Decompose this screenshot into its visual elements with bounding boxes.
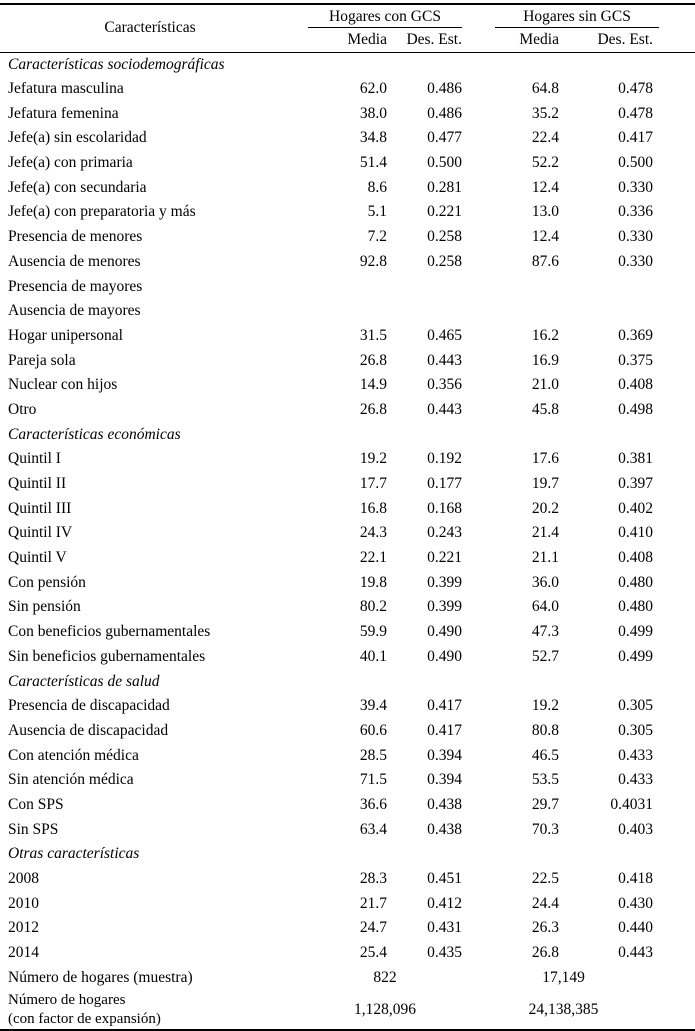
row-label: Jefatura masculina (8, 80, 124, 98)
cell-desest-sin-gcs: 0.381 (618, 450, 654, 468)
table-row (0, 447, 695, 472)
column-header-desest-con-gcs: Des. Est. (395, 28, 470, 52)
row-label: Hogar unipersonal (8, 326, 123, 344)
row-label: Nuclear con hijos (8, 376, 118, 394)
cell-desest-sin-gcs: 0.403 (618, 820, 654, 838)
section-row (0, 52, 695, 77)
summary-value-sin-gcs: 17,149 (542, 968, 585, 986)
cell-desest-con-gcs: 0.394 (427, 746, 462, 764)
table-row (0, 250, 695, 275)
cell-desest-con-gcs: 0.465 (427, 326, 462, 344)
cell-desest-sin-gcs: 0.478 (618, 104, 654, 122)
cell-media-sin-gcs: 22.5 (531, 870, 559, 888)
cell-desest-con-gcs: 0.412 (427, 894, 462, 912)
cell-desest-con-gcs: 0.477 (427, 129, 462, 147)
cell-media-con-gcs: 19.8 (359, 573, 387, 591)
row-label: Sin beneficios gubernamentales (8, 647, 206, 665)
table-row (0, 941, 695, 966)
cell-media-sin-gcs: 52.2 (531, 154, 559, 172)
cell-desest-sin-gcs: 0.499 (618, 647, 654, 665)
row-label: 2014 (8, 944, 39, 962)
cell-desest-con-gcs: 0.281 (427, 178, 462, 196)
table-row (0, 126, 695, 151)
cell-desest-sin-gcs: 0.417 (618, 129, 654, 147)
table-row (0, 743, 695, 768)
table-body (0, 52, 695, 1030)
cell-desest-con-gcs: 0.431 (427, 919, 462, 937)
table-row (0, 472, 695, 497)
cell-media-sin-gcs: 13.0 (531, 203, 559, 221)
cell-desest-sin-gcs: 0.4031 (610, 795, 654, 813)
cell-desest-con-gcs: 0.221 (427, 203, 462, 221)
cell-desest-sin-gcs: 0.443 (618, 944, 654, 962)
cell-media-sin-gcs (470, 299, 567, 324)
cell-media-con-gcs: 92.8 (359, 252, 387, 270)
cell-media-con-gcs: 16.8 (359, 499, 387, 517)
section-row (0, 842, 695, 867)
table-row (0, 324, 695, 349)
table-row (0, 694, 695, 719)
row-label: Presencia de mayores (8, 277, 143, 295)
column-header-media-sin-gcs: Media (470, 28, 567, 52)
cell-desest-con-gcs: 0.451 (427, 870, 462, 888)
cell-media-con-gcs: 5.1 (367, 203, 387, 221)
row-label: Con beneficios gubernamentales (8, 623, 211, 641)
cell-desest-sin-gcs: 0.440 (618, 919, 654, 937)
table-row (0, 595, 695, 620)
cell-media-con-gcs: 28.3 (359, 870, 387, 888)
cell-media-sin-gcs: 21.0 (531, 376, 559, 394)
summary-row (0, 965, 695, 990)
cell-media-sin-gcs: 21.4 (531, 524, 559, 542)
cell-media-sin-gcs: 16.9 (531, 351, 559, 369)
cell-desest-con-gcs: 0.192 (427, 450, 462, 468)
cell-media-sin-gcs: 21.1 (531, 549, 559, 567)
row-label: Ausencia de mayores (8, 302, 141, 320)
cell-media-con-gcs: 71.5 (359, 771, 387, 789)
cell-desest-con-gcs: 0.490 (427, 623, 462, 641)
cell-desest-sin-gcs: 0.480 (618, 573, 654, 591)
cell-desest-con-gcs: 0.399 (427, 573, 462, 591)
row-label: Ausencia de menores (8, 252, 141, 270)
cell-media-con-gcs (300, 274, 395, 299)
cell-desest-con-gcs: 0.417 (427, 697, 462, 715)
cell-media-sin-gcs: 29.7 (531, 795, 559, 813)
cell-media-con-gcs: 21.7 (359, 894, 387, 912)
table-row (0, 373, 695, 398)
table-row (0, 768, 695, 793)
row-label: Otro (8, 400, 37, 418)
cell-media-sin-gcs: 26.3 (531, 919, 559, 937)
summary-label: Número de hogares (con factor de expansión) (8, 991, 161, 1027)
row-label: Sin atención médica (8, 771, 134, 789)
cell-media-sin-gcs: 45.8 (531, 400, 559, 418)
row-label: Sin pensión (8, 598, 81, 616)
cell-media-sin-gcs: 70.3 (531, 820, 559, 838)
cell-media-sin-gcs: 16.2 (531, 326, 559, 344)
cell-media-sin-gcs: 12.4 (531, 178, 559, 196)
cell-media-sin-gcs: 19.2 (531, 697, 559, 715)
column-header-desest-sin-gcs: Des. Est. (567, 28, 695, 52)
cell-media-con-gcs: 40.1 (359, 647, 387, 665)
cell-desest-sin-gcs: 0.330 (618, 252, 654, 270)
column-group-hogares-con-gcs (300, 4, 470, 28)
table-row (0, 496, 695, 521)
group-header-row (0, 4, 695, 28)
table-row (0, 867, 695, 892)
cell-desest-sin-gcs: 0.499 (618, 623, 654, 641)
table-header (0, 4, 695, 52)
cell-desest-sin-gcs: 0.305 (618, 721, 654, 739)
cell-media-con-gcs: 63.4 (359, 820, 387, 838)
cell-media-sin-gcs: 35.2 (531, 104, 559, 122)
group-label-sin-gcs: Hogares sin GCS (495, 8, 659, 28)
row-label: Presencia de menores (8, 228, 143, 246)
cell-media-sin-gcs: 22.4 (531, 129, 559, 147)
cell-media-con-gcs: 26.8 (359, 351, 387, 369)
table-row (0, 200, 695, 225)
table-row (0, 916, 695, 941)
cell-desest-con-gcs: 0.258 (427, 228, 462, 246)
cell-desest-con-gcs: 0.168 (427, 499, 462, 517)
row-label: Quintil II (8, 475, 67, 493)
cell-desest-sin-gcs: 0.500 (618, 154, 654, 172)
group-label-con-gcs: Hogares con GCS (308, 8, 462, 28)
cell-media-sin-gcs: 17.6 (531, 450, 559, 468)
table-row (0, 299, 695, 324)
cell-desest-con-gcs: 0.438 (427, 795, 462, 813)
row-label: Pareja sola (8, 351, 76, 369)
cell-desest-sin-gcs: 0.375 (618, 351, 654, 369)
section-label: Características económicas (8, 425, 181, 443)
row-label: Quintil V (8, 549, 67, 567)
cell-desest-con-gcs: 0.356 (427, 376, 462, 394)
cell-desest-con-gcs: 0.490 (427, 647, 462, 665)
table-row (0, 793, 695, 818)
cell-media-con-gcs: 62.0 (359, 80, 387, 98)
cell-media-sin-gcs: 53.5 (531, 771, 559, 789)
section-row (0, 422, 695, 447)
cell-media-con-gcs: 8.6 (367, 178, 387, 196)
cell-media-sin-gcs: 64.8 (531, 80, 559, 98)
cell-media-con-gcs: 19.2 (359, 450, 387, 468)
cell-desest-con-gcs: 0.417 (427, 721, 462, 739)
table-row (0, 225, 695, 250)
cell-desest-sin-gcs: 0.410 (618, 524, 654, 542)
cell-media-sin-gcs: 19.7 (531, 475, 559, 493)
cell-desest-sin-gcs: 0.480 (618, 598, 654, 616)
column-header-caracteristicas: Características (0, 4, 300, 52)
table-row (0, 570, 695, 595)
table-row (0, 175, 695, 200)
summary-row (0, 990, 695, 1030)
row-label: 2012 (8, 919, 39, 937)
row-label: Jefe(a) con secundaria (8, 178, 147, 196)
cell-desest-con-gcs: 0.243 (427, 524, 462, 542)
cell-media-sin-gcs: 80.8 (531, 721, 559, 739)
cell-desest-sin-gcs: 0.433 (618, 771, 654, 789)
row-label: Jefe(a) con preparatoria y más (8, 203, 196, 221)
statistics-table (0, 3, 695, 1031)
section-row (0, 669, 695, 694)
cell-desest-con-gcs: 0.486 (427, 80, 462, 98)
table-row (0, 151, 695, 176)
cell-desest-sin-gcs: 0.305 (618, 697, 654, 715)
cell-desest-sin-gcs: 0.408 (618, 549, 654, 567)
summary-value-sin-gcs: 24,138,385 (528, 1000, 599, 1018)
row-label: Quintil III (8, 499, 72, 517)
cell-desest-sin-gcs: 0.402 (618, 499, 654, 517)
section-label: Características sociodemográficas (8, 55, 225, 73)
cell-media-sin-gcs: 12.4 (531, 228, 559, 246)
cell-media-con-gcs: 22.1 (359, 549, 387, 567)
table-row (0, 274, 695, 299)
cell-media-con-gcs: 14.9 (359, 376, 387, 394)
cell-media-con-gcs: 28.5 (359, 746, 387, 764)
table-row (0, 521, 695, 546)
cell-desest-sin-gcs: 0.336 (618, 203, 654, 221)
cell-desest-con-gcs: 0.221 (427, 549, 462, 567)
cell-desest-sin-gcs: 0.478 (618, 80, 654, 98)
cell-media-sin-gcs: 47.3 (531, 623, 559, 641)
table-row (0, 620, 695, 645)
cell-desest-con-gcs: 0.438 (427, 820, 462, 838)
cell-desest-con-gcs: 0.443 (427, 351, 462, 369)
cell-desest-sin-gcs (567, 299, 695, 324)
cell-media-sin-gcs: 52.7 (531, 647, 559, 665)
cell-desest-sin-gcs: 0.430 (618, 894, 654, 912)
cell-desest-con-gcs: 0.177 (427, 475, 462, 493)
cell-media-con-gcs: 80.2 (359, 598, 387, 616)
table-row (0, 77, 695, 102)
cell-media-con-gcs: 34.8 (359, 129, 387, 147)
table-row (0, 891, 695, 916)
summary-value-con-gcs: 822 (373, 968, 397, 986)
cell-desest-sin-gcs: 0.369 (618, 326, 654, 344)
cell-desest-sin-gcs: 0.418 (618, 870, 654, 888)
row-label: Jefatura femenina (8, 104, 119, 122)
cell-media-con-gcs: 7.2 (367, 228, 387, 246)
cell-media-sin-gcs: 20.2 (531, 499, 559, 517)
row-label: Sin SPS (8, 820, 59, 838)
cell-media-con-gcs: 31.5 (359, 326, 387, 344)
cell-desest-sin-gcs: 0.397 (618, 475, 654, 493)
cell-media-sin-gcs: 87.6 (531, 252, 559, 270)
cell-media-sin-gcs: 36.0 (531, 573, 559, 591)
row-label: Jefe(a) con primaria (8, 154, 133, 172)
row-label: 2008 (8, 870, 39, 888)
table-row (0, 348, 695, 373)
cell-media-sin-gcs: 26.8 (531, 944, 559, 962)
row-label: 2010 (8, 894, 39, 912)
table-row (0, 101, 695, 126)
summary-label: Número de hogares (muestra) (8, 968, 193, 986)
row-label: Quintil I (8, 450, 61, 468)
cell-media-con-gcs: 36.6 (359, 795, 387, 813)
cell-media-con-gcs: 59.9 (359, 623, 387, 641)
cell-media-con-gcs: 26.8 (359, 400, 387, 418)
cell-desest-sin-gcs: 0.330 (618, 178, 654, 196)
table-row (0, 817, 695, 842)
row-label: Ausencia de discapacidad (8, 721, 169, 739)
column-header-media-con-gcs: Media (300, 28, 395, 52)
table-row (0, 546, 695, 571)
cell-desest-con-gcs (395, 299, 470, 324)
cell-media-con-gcs: 24.7 (359, 919, 387, 937)
row-label: Con pensión (8, 573, 86, 591)
cell-desest-con-gcs: 0.394 (427, 771, 462, 789)
section-label: Características de salud (8, 672, 160, 690)
table-row (0, 719, 695, 744)
cell-media-con-gcs: 17.7 (359, 475, 387, 493)
cell-desest-con-gcs: 0.443 (427, 400, 462, 418)
cell-desest-con-gcs: 0.435 (427, 944, 462, 962)
cell-media-sin-gcs: 24.4 (531, 894, 559, 912)
row-label: Presencia de discapacidad (8, 697, 170, 715)
cell-media-con-gcs: 60.6 (359, 721, 387, 739)
cell-desest-sin-gcs: 0.498 (618, 400, 654, 418)
cell-desest-con-gcs: 0.399 (427, 598, 462, 616)
section-label: Otras características (8, 845, 140, 863)
cell-media-con-gcs: 39.4 (359, 697, 387, 715)
cell-desest-sin-gcs: 0.330 (618, 228, 654, 246)
cell-desest-sin-gcs (567, 274, 695, 299)
column-group-hogares-sin-gcs (470, 4, 695, 28)
cell-media-sin-gcs: 46.5 (531, 746, 559, 764)
table-row (0, 645, 695, 670)
cell-media-con-gcs: 38.0 (359, 104, 387, 122)
cell-media-con-gcs (300, 299, 395, 324)
row-label: Quintil IV (8, 524, 73, 542)
cell-desest-con-gcs (395, 274, 470, 299)
row-label: Con atención médica (8, 746, 139, 764)
cell-media-con-gcs: 25.4 (359, 944, 387, 962)
cell-desest-sin-gcs: 0.433 (618, 746, 654, 764)
table-row (0, 398, 695, 423)
cell-desest-con-gcs: 0.486 (427, 104, 462, 122)
cell-desest-sin-gcs: 0.408 (618, 376, 654, 394)
row-label: Jefe(a) sin escolaridad (8, 129, 147, 147)
cell-media-sin-gcs (470, 274, 567, 299)
cell-media-con-gcs: 24.3 (359, 524, 387, 542)
row-label: Con SPS (8, 795, 64, 813)
cell-desest-con-gcs: 0.500 (427, 154, 462, 172)
cell-media-con-gcs: 51.4 (359, 154, 387, 172)
cell-desest-con-gcs: 0.258 (427, 252, 462, 270)
cell-media-sin-gcs: 64.0 (531, 598, 559, 616)
summary-value-con-gcs: 1,128,096 (354, 1000, 416, 1018)
